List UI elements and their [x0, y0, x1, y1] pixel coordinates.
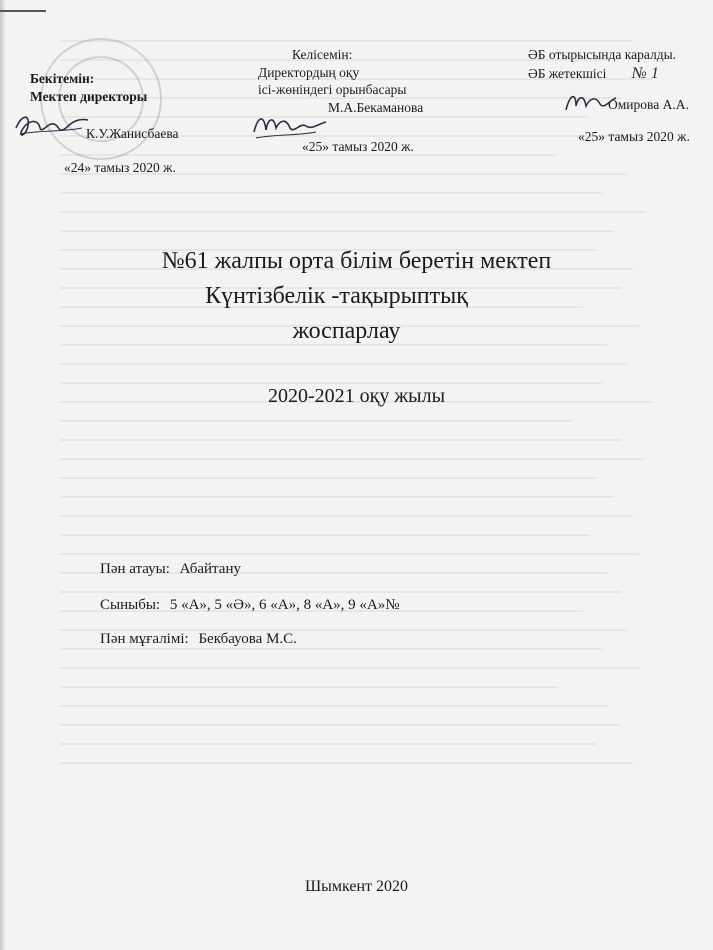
agreement-date-day: «25»	[302, 139, 329, 155]
agreement-position-line2: ісі-жөніндегі орынбасары	[258, 82, 407, 98]
deputy-signature-icon	[250, 108, 330, 142]
page-edge-shadow	[0, 0, 6, 950]
council-signature-icon	[562, 88, 618, 118]
agreement-position-line1: Директордың оқу	[258, 64, 360, 80]
academic-year: 2020-2021 оқу жылы	[267, 385, 446, 407]
subject-value: Абайтану	[179, 561, 241, 577]
council-date-rest: тамыз 2020 ж.	[605, 128, 690, 144]
approval-date	[30, 159, 210, 177]
approval-name: К.У.Жанисбаева	[86, 126, 179, 142]
classes-line	[100, 597, 400, 614]
agreement-name: М.А.Бекаманова	[328, 99, 424, 115]
classes-label: Сыныбы:	[100, 597, 161, 613]
council-leader-name: Омирова А.А.	[608, 97, 689, 113]
methodical-council-block	[528, 46, 713, 145]
approval-position: Мектеп директоры	[30, 88, 148, 104]
teacher-line	[100, 631, 297, 648]
teacher-label: Пән мұғалімі:	[100, 631, 189, 647]
subject-line	[100, 561, 241, 578]
document-title	[0, 244, 713, 348]
director-signature-icon	[12, 108, 92, 142]
protocol-number: № 1	[631, 64, 659, 82]
title-planning: жоспарлау	[292, 317, 401, 344]
approval-date-rest: тамыз 2020 ж.	[91, 159, 176, 175]
approval-label: Бекітемін:	[30, 71, 95, 86]
city-year: Шымкент 2020	[304, 878, 409, 895]
agreement-date-rest: тамыз 2020 ж.	[329, 139, 414, 155]
council-leader-label: ӘБ жетекшісі	[528, 65, 607, 81]
teacher-value: Бекбауова М.С.	[198, 631, 297, 647]
council-date	[528, 128, 713, 146]
title-school: №61 жалпы орта білім беретін мектеп	[161, 248, 552, 274]
approval-date-day: «24»	[64, 159, 91, 175]
top-rule	[0, 10, 46, 12]
council-leader-line	[528, 64, 713, 85]
council-line1: ӘБ отырысында каралды.	[528, 47, 677, 62]
agreement-label: Келісемін:	[292, 47, 353, 62]
title-plan-type: Күнтізбелік -тақырыптық	[205, 282, 468, 309]
council-date-day: «25»	[578, 128, 605, 144]
classes-value: 5 «А», 5 «Ә», 6 «А», 8 «А», 9 «А»№	[169, 597, 400, 613]
subject-label: Пән атауы:	[100, 561, 170, 577]
